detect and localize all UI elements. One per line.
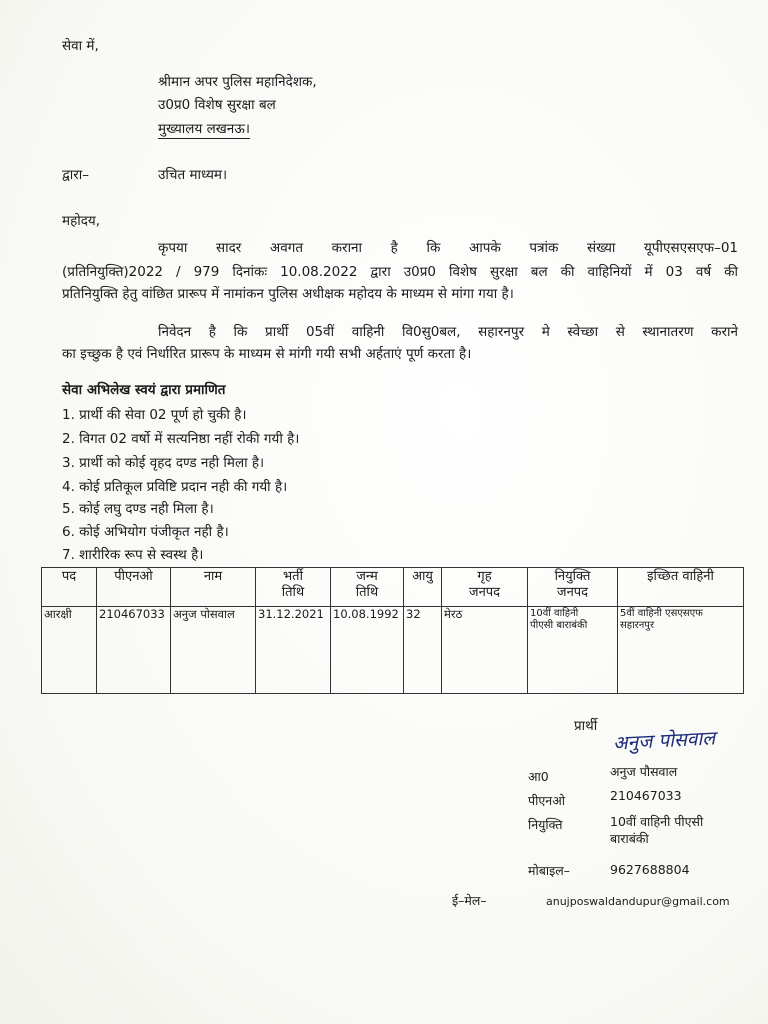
table-row [42, 607, 744, 694]
handwritten-signature: अनुज पोसवाल [612, 727, 716, 755]
via-label: द्वारा– [62, 167, 90, 183]
cell-pno: 210467033 [97, 607, 171, 694]
cell-joining-date: 31.12.2021 [256, 607, 331, 694]
para2-line2: का इच्छुक है एवं निर्धारित प्रारूप के माध्यम से मांगी गयी सभी अर्हताएं पूर्ण करता है। [62, 346, 472, 362]
via-value: उचित माध्यम। [158, 167, 228, 183]
service-details-table [41, 567, 744, 694]
cell-post: आरक्षी [42, 607, 97, 694]
posting-value-line2: बाराबंकी [610, 831, 649, 846]
header-age: आयु [404, 568, 442, 607]
applicant-label: प्रार्थी [574, 718, 598, 734]
para1-line2: (प्रतिनियुक्ति)2022 / 979 दिनांकः 10.08.2022 द्वारा उ0प्र0 विशेष सुरक्षा बल की वाहिनियों में 03 वर्ष की [62, 264, 738, 280]
point-6: 6. कोई अभियोग पंजीकृत नही है। [62, 524, 229, 540]
posting-label: नियुक्ति [528, 817, 563, 832]
header-home-district: गृह जनपद [442, 568, 528, 607]
point-2: 2. विगत 02 वर्षो में सत्यनिष्ठा नहीं रोकी गयी है। [62, 431, 300, 447]
address-line-2: उ0प्र0 विशेष सुरक्षा बल [158, 97, 276, 113]
point-5: 5. कोई लघु दण्ड नही मिला है। [62, 501, 214, 517]
cell-posting: 10वीं वाहिनी पीएसी बाराबंकी [528, 607, 618, 694]
table-header-row [42, 568, 744, 607]
cell-age: 32 [404, 607, 442, 694]
salutation: महोदय, [62, 213, 101, 229]
rank-value: अनुज पौसवाल [610, 764, 678, 779]
pno-label: पीएनओ [528, 793, 565, 808]
header-pno: पीएनओ [97, 568, 171, 607]
header-posting: नियुक्ति जनपद [528, 568, 618, 607]
header-name: नाम [171, 568, 256, 607]
email-value: anujposwaldandupur@gmail.com [546, 895, 730, 908]
para2-line1: निवेदन है कि प्रार्थी 05वीं वाहिनी वि0सु0बल, सहारनपुर मे स्वेच्छा से स्थानातरण कराने [158, 324, 738, 340]
header-joining-date: भर्ती तिथि [256, 568, 331, 607]
point-4: 4. कोई प्रतिकूल प्रविष्टि प्रदान नही की गयी है। [62, 479, 288, 495]
cell-desired-unit: 5वीं वाहिनी एसएसएफ सहारनपुर [618, 607, 744, 694]
certified-heading: सेवा अभिलेख स्वयं द्वारा प्रमाणित [62, 382, 226, 398]
cell-name: अनुज पोसवाल [171, 607, 256, 694]
mobile-label: मोबाइल– [528, 863, 570, 878]
para1-line1: कृपया सादर अवगत कराना है कि आपके पत्रांक संख्या यूपीएसएसएफ–01 [158, 240, 738, 256]
pno-value: 210467033 [610, 788, 682, 803]
header-post: पद [42, 568, 97, 607]
header-desired-unit: इच्छित वाहिनी [618, 568, 744, 607]
header-birth-date: जन्म तिथि [331, 568, 404, 607]
cell-birth-date: 10.08.1992 [331, 607, 404, 694]
email-label: ई–मेल– [452, 893, 487, 908]
rank-label: आ0 [528, 769, 549, 784]
point-7: 7. शारीरिक रूप से स्वस्थ है। [62, 547, 204, 563]
address-to: सेवा में, [62, 38, 99, 54]
mobile-value: 9627688804 [610, 862, 690, 877]
address-line-3: मुख्यालय लखनऊ। [158, 121, 250, 139]
point-3: 3. प्रार्थी को कोई वृहद दण्ड नही मिला है। [62, 455, 265, 471]
para1-line3: प्रतिनियुक्ति हेतु वांछित प्रारूप में नामांकन पुलिस अधीक्षक महोदय के माध्यम से मांगा गया है। [62, 286, 514, 302]
posting-value-line1: 10वीं वाहिनी पीएसी [610, 814, 704, 829]
point-1: 1. प्रार्थी की सेवा 02 पूर्ण हो चुकी है। [62, 407, 247, 423]
address-line-1: श्रीमान अपर पुलिस महानिदेशक, [158, 74, 317, 90]
cell-home-district: मेरठ [442, 607, 528, 694]
